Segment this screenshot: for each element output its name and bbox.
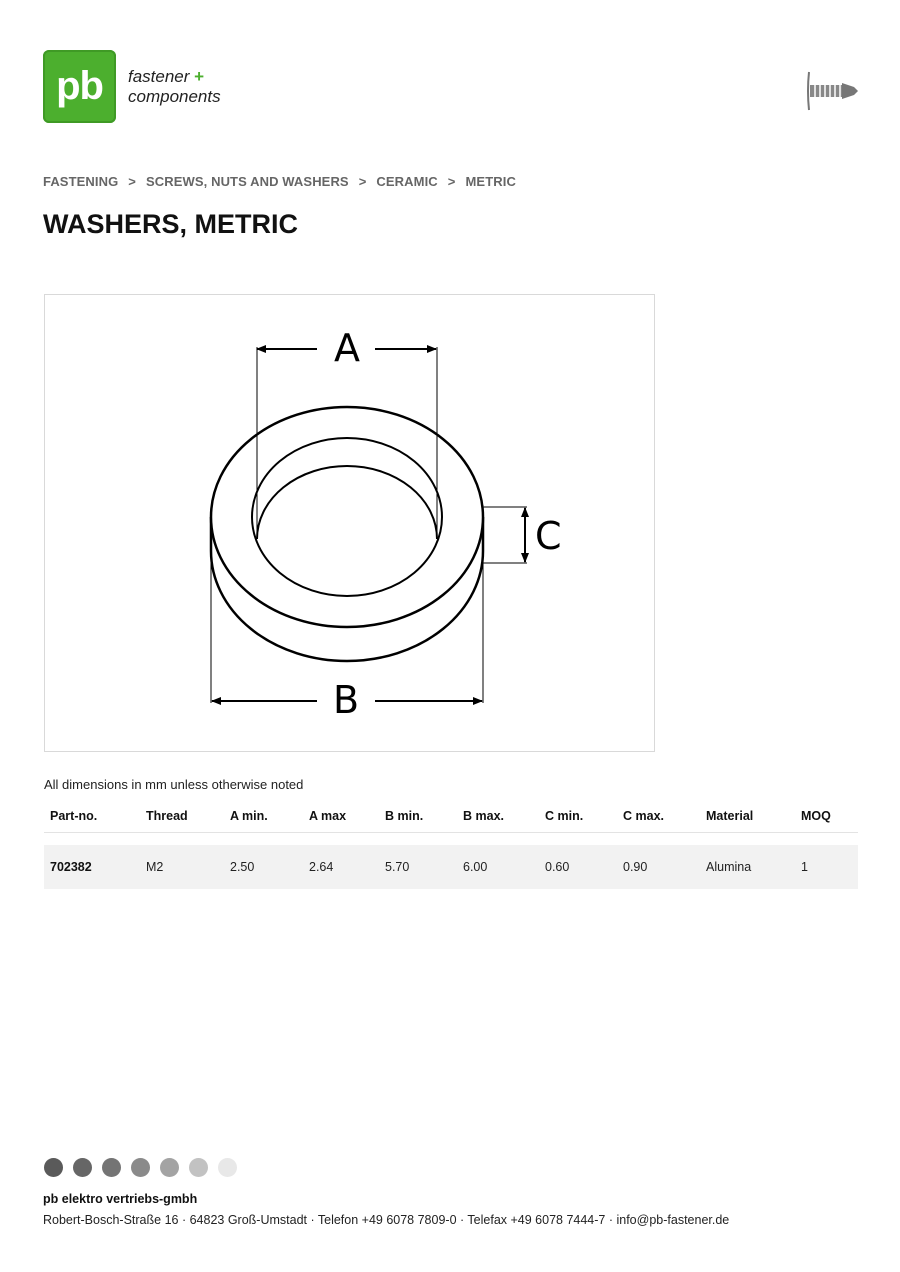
- column-header: A max: [303, 800, 379, 833]
- footer-dot: [218, 1158, 237, 1177]
- label-c: C: [535, 514, 562, 558]
- spec-table: [44, 800, 858, 889]
- table-header-row: [44, 800, 858, 833]
- footer-dot: [73, 1158, 92, 1177]
- label-b: B: [332, 678, 360, 722]
- logo-line-1: fastener: [128, 66, 190, 86]
- breadcrumb-separator: >: [358, 174, 367, 189]
- b-min-cell: 5.70: [379, 845, 457, 889]
- logo-plus: +: [194, 66, 205, 86]
- c-min-cell: 0.60: [539, 845, 617, 889]
- footer-dot: [131, 1158, 150, 1177]
- breadcrumb-item-metric[interactable]: METRIC: [465, 174, 516, 189]
- column-header: A min.: [224, 800, 303, 833]
- table-row[interactable]: [44, 845, 858, 889]
- company-address: Robert-Bosch-Straße 16 · 64823 Groß-Umstadt · Telefon +49 6078 7809-0 · Telefax +49 6078 7444-7 · info@pb-fastener.de: [43, 1213, 730, 1227]
- breadcrumb-separator: >: [447, 174, 456, 189]
- footer-dot: [189, 1158, 208, 1177]
- breadcrumb-separator: >: [128, 174, 136, 189]
- breadcrumb: [43, 174, 516, 189]
- logo-mark: pb: [43, 50, 116, 123]
- column-header: B min.: [379, 800, 457, 833]
- column-header: C min.: [539, 800, 617, 833]
- column-header: Thread: [140, 800, 224, 833]
- a-max-cell: 2.64: [303, 845, 379, 889]
- breadcrumb-item-ceramic[interactable]: CERAMIC: [376, 174, 438, 189]
- a-min-cell: 2.50: [224, 845, 303, 889]
- c-max-cell: 0.90: [617, 845, 700, 889]
- thread-cell: M2: [140, 845, 224, 889]
- part-number-cell[interactable]: 702382: [44, 845, 140, 889]
- column-header: Part-no.: [44, 800, 140, 833]
- footer-dot: [44, 1158, 63, 1177]
- technical-drawing: [44, 294, 655, 752]
- column-header: B max.: [457, 800, 539, 833]
- company-logo[interactable]: [43, 50, 221, 123]
- material-cell: Alumina: [700, 845, 795, 889]
- footer-dots: [44, 1158, 237, 1177]
- washer-outline: [211, 407, 483, 661]
- page-title: WASHERS, METRIC: [43, 209, 299, 239]
- logo-wordmark: [128, 67, 221, 107]
- moq-cell: 1: [795, 845, 858, 889]
- logo-line-2: components: [128, 86, 221, 106]
- screw-icon: [806, 70, 860, 112]
- footer-dot: [160, 1158, 179, 1177]
- company-name: pb elektro vertriebs-gmbh: [43, 1192, 198, 1206]
- washer-drawing: [45, 295, 654, 751]
- breadcrumb-item-fastening[interactable]: FASTENING: [43, 174, 119, 189]
- column-header: MOQ: [795, 800, 858, 833]
- footer-dot: [102, 1158, 121, 1177]
- breadcrumb-item-screws-nuts-washers[interactable]: SCREWS, NUTS AND WASHERS: [146, 174, 349, 189]
- dimension-c: [483, 507, 527, 563]
- column-header: C max.: [617, 800, 700, 833]
- b-max-cell: 6.00: [457, 845, 539, 889]
- label-a: A: [334, 326, 360, 370]
- column-header: Material: [700, 800, 795, 833]
- dimensions-note: All dimensions in mm unless otherwise noted: [44, 777, 304, 792]
